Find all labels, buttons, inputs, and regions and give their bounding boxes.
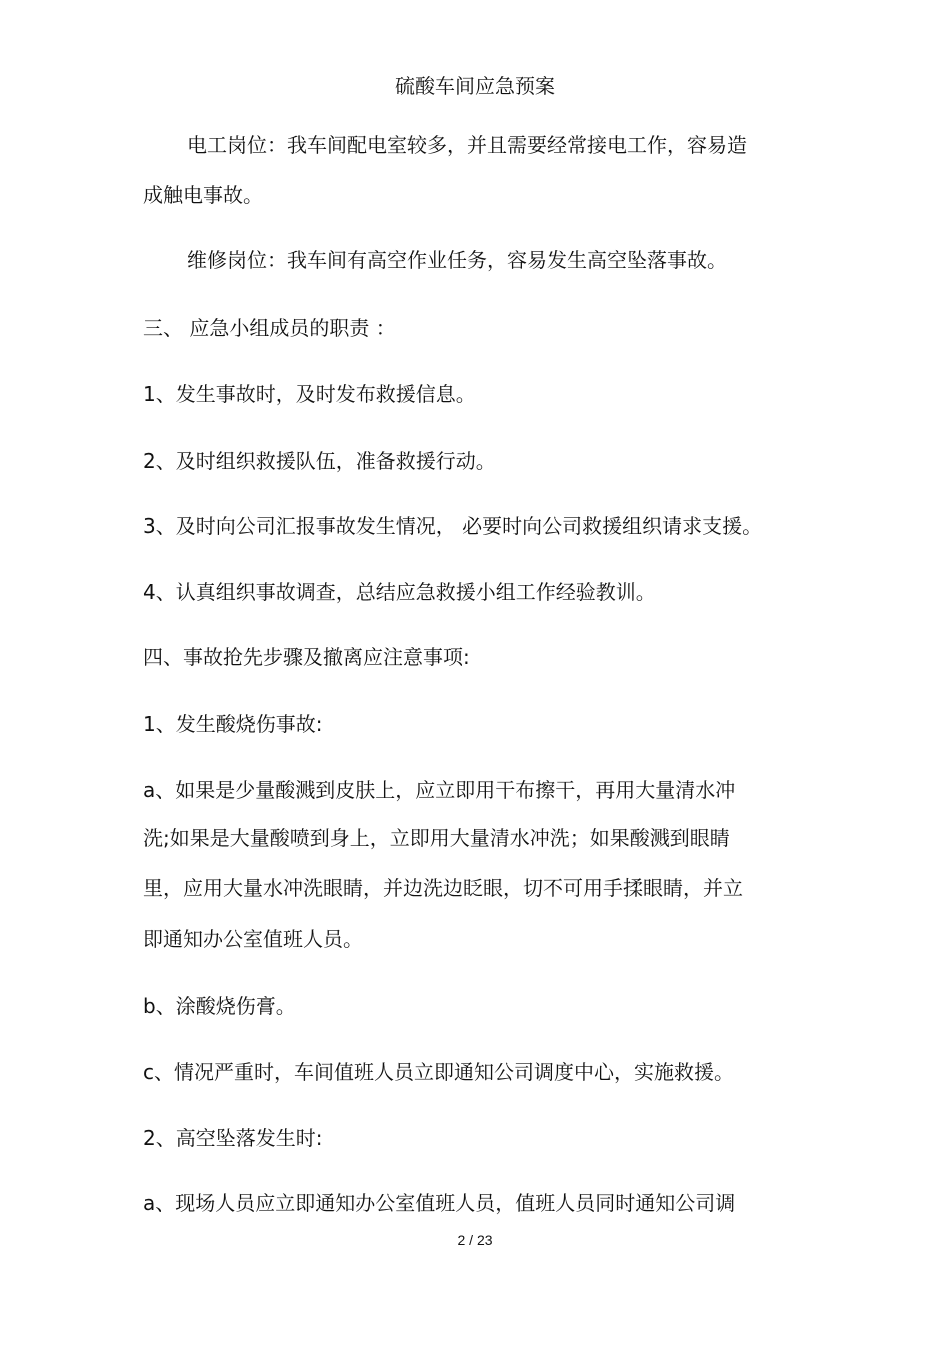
- paragraph-line: 1、发生酸烧伤事故:: [143, 712, 323, 736]
- paragraph-line: 3、及时向公司汇报事故发生情况， 必要时向公司救援组织请求支援。: [143, 514, 763, 538]
- page-number: 2 / 23: [457, 1232, 493, 1248]
- paragraph-line: a、如果是少量酸溅到皮肤上，应立即用干布擦干，再用大量清水冲: [143, 778, 736, 802]
- paragraph-line: 2、及时组织救援队伍，准备救援行动。: [143, 449, 496, 473]
- section-heading: 三、 应急小组成员的职责 ：: [143, 316, 396, 340]
- paragraph-line: 电工岗位：我车间配电室较多，并且需要经常接电工作，容易造: [187, 133, 747, 157]
- paragraph-line: a、现场人员应立即通知办公室值班人员，值班人员同时通知公司调: [143, 1191, 736, 1215]
- paragraph-line: 洗;如果是大量酸喷到身上，立即用大量清水冲洗；如果酸溅到眼睛: [143, 826, 730, 850]
- paragraph-line: b、涂酸烧伤膏。: [143, 994, 296, 1018]
- paragraph-line: 4、认真组织事故调查，总结应急救援小组工作经验教训。: [143, 580, 656, 604]
- paragraph-line: 里，应用大量水冲洗眼睛，并边洗边眨眼，切不可用手揉眼睛，并立: [143, 876, 743, 900]
- paragraph-line: c、情况严重时，车间值班人员立即通知公司调度中心，实施救援。: [143, 1060, 734, 1084]
- paragraph-line: 维修岗位：我车间有高空作业任务，容易发生高空坠落事故。: [187, 248, 727, 272]
- document-title: 硫酸车间应急预案: [395, 74, 555, 98]
- section-heading: 四、事故抢先步骤及撤离应注意事项:: [143, 645, 470, 669]
- paragraph-line: 成触电事故。: [143, 183, 263, 207]
- paragraph-line: 2、高空坠落发生时:: [143, 1126, 323, 1150]
- paragraph-line: 1、发生事故时，及时发布救援信息。: [143, 382, 476, 406]
- paragraph-line: 即通知办公室值班人员。: [143, 927, 363, 951]
